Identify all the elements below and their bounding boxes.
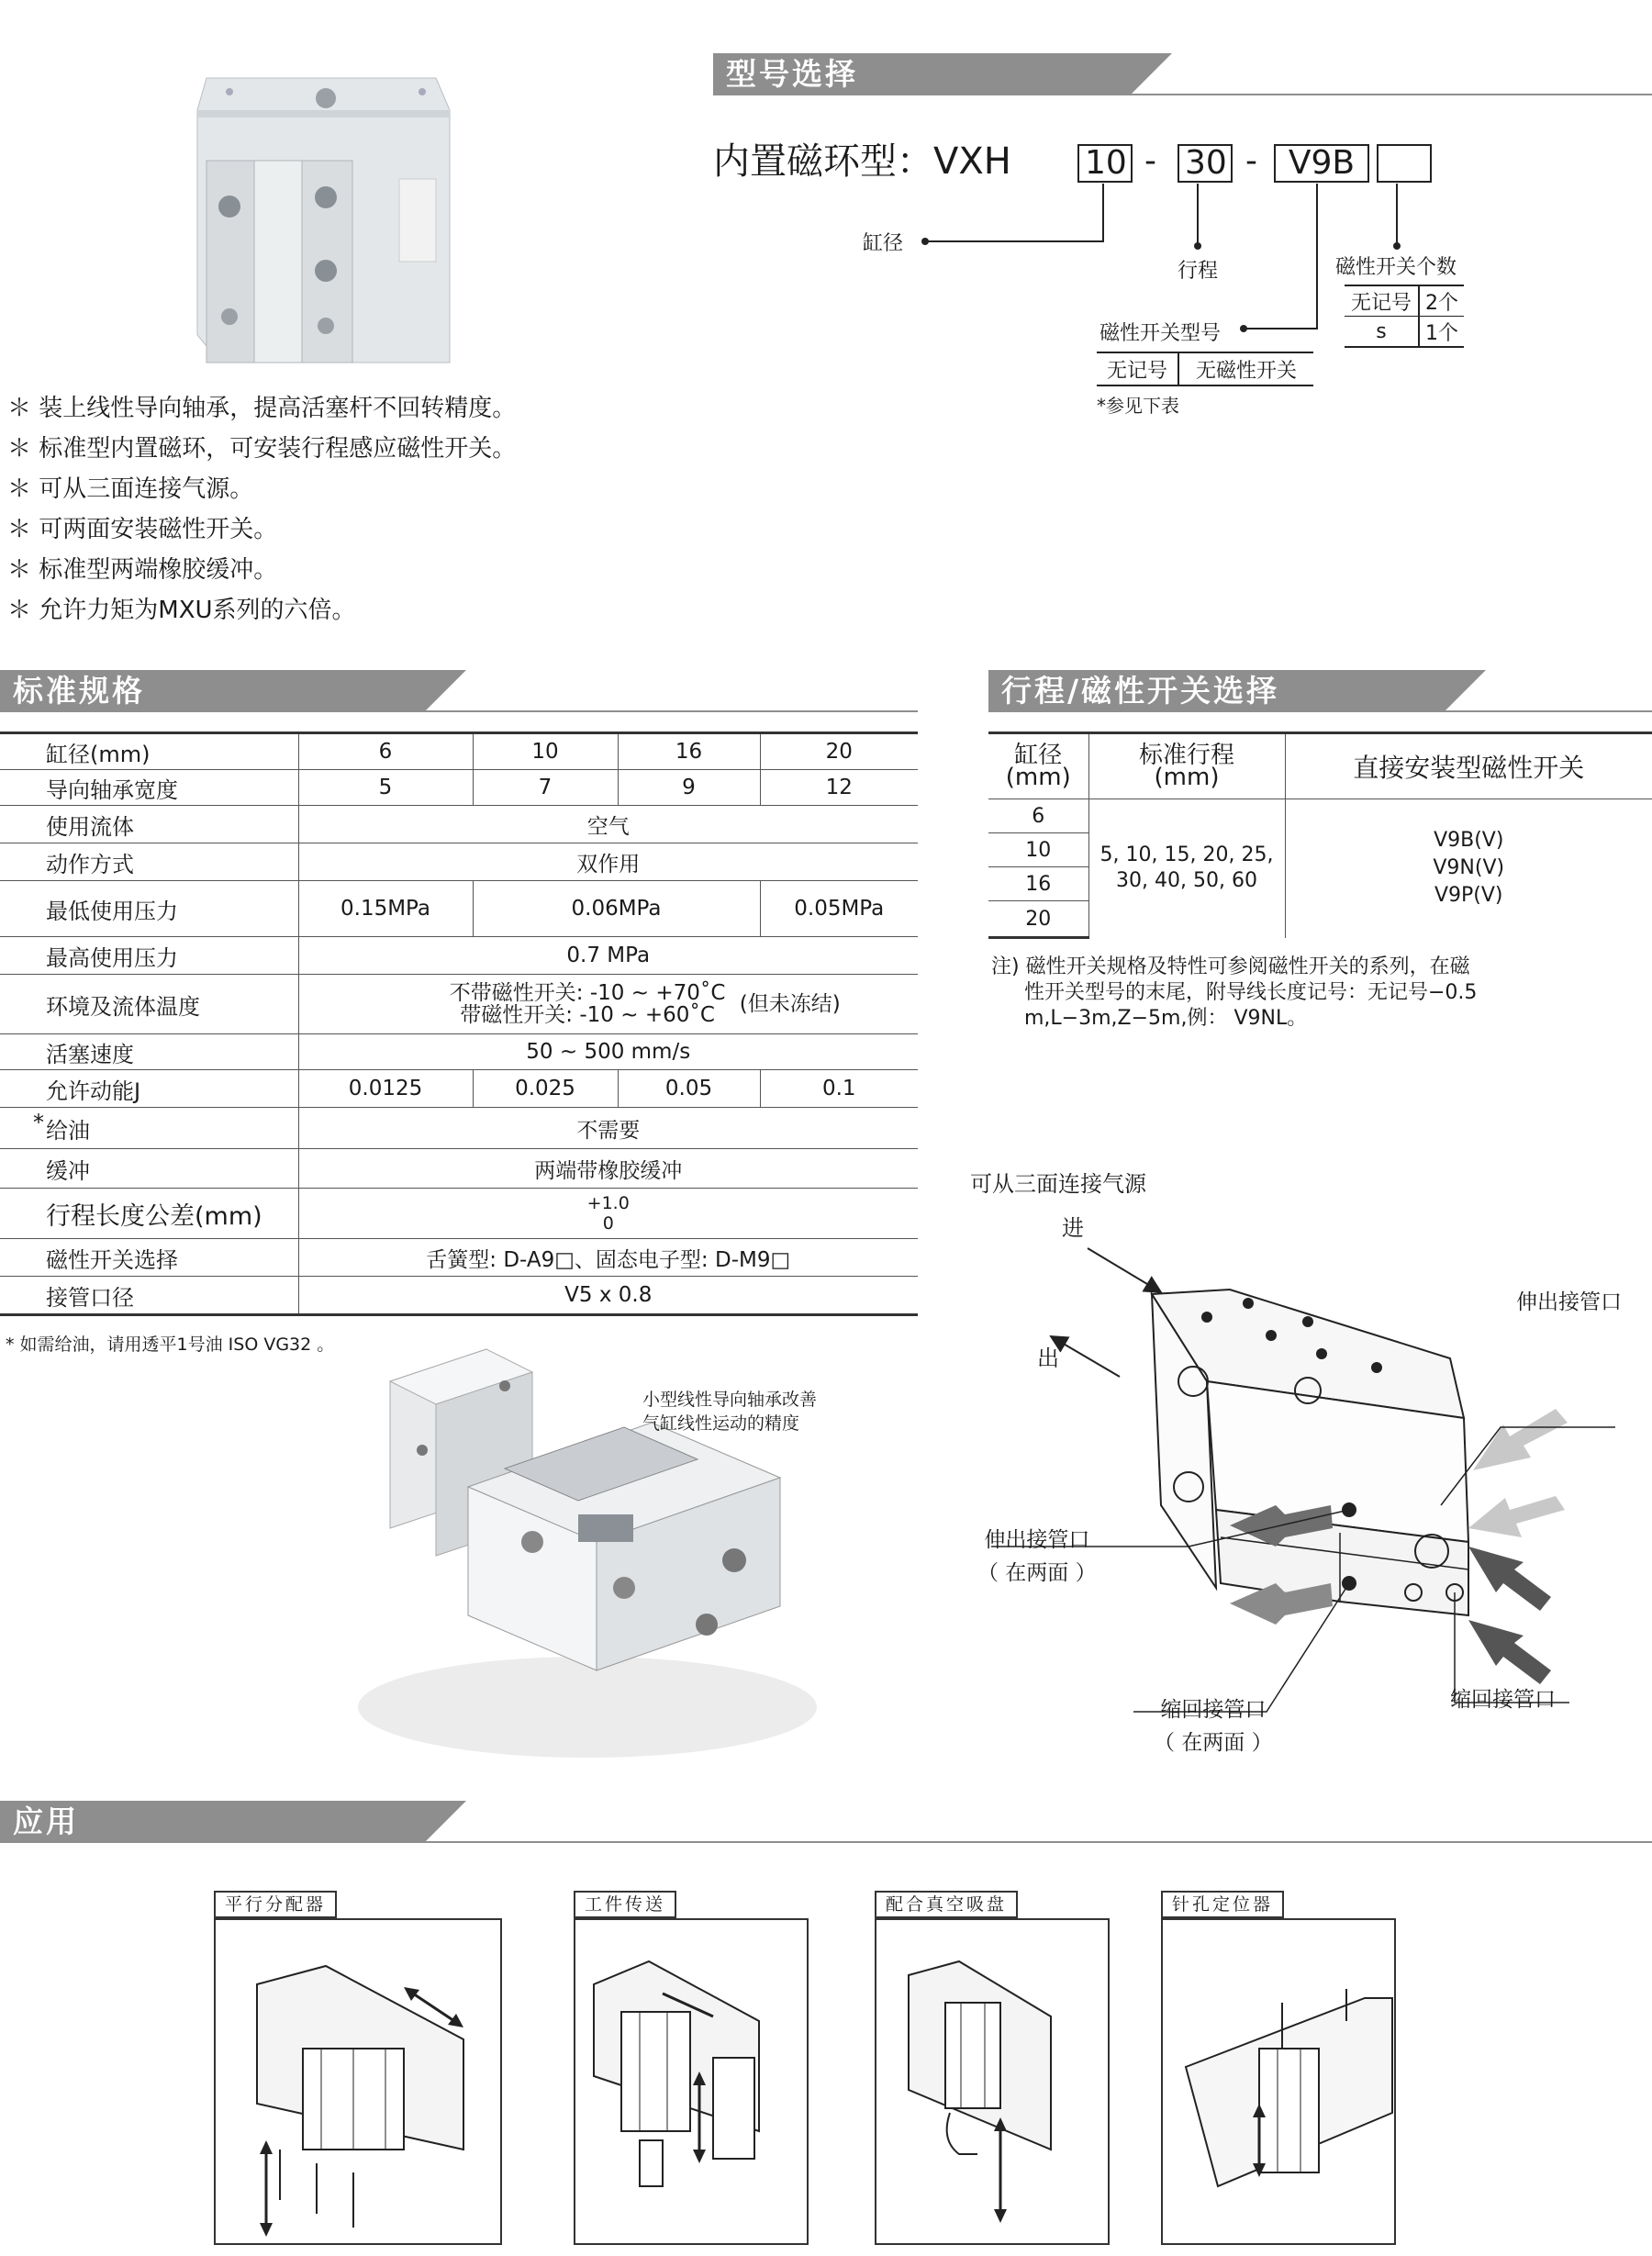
application-banner — [0, 1801, 1652, 1843]
spec-cell: 0.06MPa — [473, 881, 760, 937]
port-extend-top: 伸出接管口 — [1516, 1290, 1622, 1314]
table-row — [0, 937, 918, 975]
spec-cell: 两端带橡胶缓冲 — [298, 1149, 918, 1189]
switch-model-code: 无记号 — [1097, 352, 1178, 385]
spec-label-text: 给油 — [46, 1117, 90, 1144]
spec-label: 动作方式 — [0, 843, 298, 881]
workpiece-transfer-drawing — [575, 1920, 807, 2243]
stroke-bore: 10 — [988, 833, 1088, 867]
vacuum-cup-drawing — [876, 1920, 1108, 2243]
feature-item: ＊ 标准型内置磁环，可安装行程感应磁性开关。 — [7, 435, 517, 463]
stroke-switches: V9B(V) V9N(V) V9P(V) — [1285, 799, 1652, 938]
port-retract-left-label: 缩回接管口 — [1160, 1698, 1267, 1722]
port-retract-right: 缩回接管口 — [1450, 1688, 1556, 1712]
application-title: 应用 — [0, 1801, 424, 1843]
table-row — [0, 1108, 918, 1149]
stroke-bore: 16 — [988, 867, 1088, 901]
table-row — [0, 975, 918, 1034]
stroke-note-line: 注) 磁性开关规格及特性可参阅磁性开关的系列，在磁 — [991, 955, 1470, 978]
spec-cell: 0.05MPa — [760, 881, 918, 937]
stroke-values: 5, 10, 15, 20, 25, 30, 40, 50, 60 — [1088, 799, 1285, 938]
table-row — [0, 806, 918, 843]
spec-cell: 9 — [618, 770, 760, 806]
table-row — [988, 733, 1652, 799]
stroke-banner — [988, 670, 1652, 712]
spec-footnote: * 如需给油，请用透平1号油 ISO VG32 。 — [6, 1335, 335, 1355]
table-row — [0, 1149, 918, 1189]
table-row — [988, 799, 1652, 833]
spec-label: 导向轴承宽度 — [0, 770, 298, 806]
port-retract-left — [1154, 1693, 1273, 1759]
stroke-header: 标准行程 (mm) — [1088, 733, 1285, 799]
spec-cell: 0.05 — [618, 1070, 760, 1108]
spec-label: 活塞速度 — [0, 1034, 298, 1070]
spec-cell: 10 — [473, 733, 618, 770]
spec-cell: 0.025 — [473, 1070, 618, 1108]
spec-label: 行程长度公差(mm) — [0, 1189, 298, 1239]
spec-cell — [298, 1189, 918, 1239]
spec-cell: V5 x 0.8 — [298, 1277, 918, 1315]
temp-line: 不带磁性开关: -10 ~ +70˚C — [449, 981, 726, 1005]
spec-label: 允许动能J — [0, 1070, 298, 1108]
feature-item: ＊ 可从三面连接气源。 — [7, 475, 254, 503]
code-bore-box: 10 — [1077, 144, 1133, 183]
port-extend-left — [977, 1524, 1097, 1590]
application-tag: 工件传送 — [574, 1891, 676, 1918]
oil-mark: * — [33, 1110, 44, 1135]
table-row — [0, 1070, 918, 1108]
spec-title: 标准规格 — [0, 670, 424, 712]
spec-label: 最高使用压力 — [0, 937, 298, 975]
stroke-bore: 20 — [988, 901, 1088, 938]
label-bore: 缸径 — [863, 232, 904, 255]
application-panel — [875, 1918, 1110, 2245]
feature-item: ＊ 装上线性导向轴承，提高活塞杆不回转精度。 — [7, 395, 517, 422]
switch-model-table — [1097, 352, 1313, 386]
feature-item: ＊ 可两面安装磁性开关。 — [7, 516, 278, 543]
stroke-bore: 6 — [988, 799, 1088, 833]
table-row — [0, 733, 918, 770]
stroke-note — [991, 955, 1477, 1032]
application-tag: 针孔定位器 — [1161, 1891, 1284, 1918]
spec-label: 磁性开关选择 — [0, 1239, 298, 1277]
code-switch-box: V9B — [1274, 144, 1369, 183]
table-row — [0, 881, 918, 937]
spec-cell: 不需要 — [298, 1108, 918, 1149]
spec-label — [0, 1108, 298, 1149]
spec-label: 最低使用压力 — [0, 881, 298, 937]
spec-cell: 空气 — [298, 806, 918, 843]
spec-cell: 5 — [298, 770, 473, 806]
spec-cell: 6 — [298, 733, 473, 770]
code-dash: - — [1144, 142, 1156, 180]
spec-label: 接管口径 — [0, 1277, 298, 1315]
table-row — [0, 1239, 918, 1277]
application-panel — [214, 1918, 502, 2245]
temp-note: (但未冻结) — [739, 992, 841, 1016]
code-stroke-box: 30 — [1178, 144, 1233, 183]
spec-banner — [0, 670, 918, 712]
application-panel — [1161, 1918, 1396, 2245]
code-dash: - — [1245, 142, 1257, 180]
feature-item: ＊ 标准型两端橡胶缓冲。 — [7, 556, 278, 584]
port-out-label: 出 — [1037, 1346, 1059, 1371]
spec-label: 使用流体 — [0, 806, 298, 843]
spec-cell: 50 ~ 500 mm/s — [298, 1034, 918, 1070]
spec-table — [0, 732, 918, 1316]
stroke-header: 直接安装型磁性开关 — [1285, 733, 1652, 799]
tol-lower: 0 — [602, 1213, 614, 1234]
port-diagram-title: 可从三面连接气源 — [970, 1171, 1146, 1197]
switch-note: *参见下表 — [1097, 395, 1179, 417]
port-in-label: 进 — [1062, 1215, 1084, 1241]
port-retract-left-sub: （ 在两面 ） — [1154, 1731, 1273, 1755]
table-row — [0, 770, 918, 806]
tol-upper: +1.0 — [586, 1193, 630, 1213]
label-switch-qty: 磁性开关个数 — [1335, 256, 1457, 279]
pin-locator-drawing — [1163, 1920, 1394, 2243]
bearing-caption — [642, 1388, 817, 1435]
spec-cell: 12 — [760, 770, 918, 806]
table-row — [0, 843, 918, 881]
stroke-note-line: m,L−3m,Z−5m,例： V9NL。 — [1024, 1007, 1308, 1030]
spec-label: 环境及流体温度 — [0, 975, 298, 1034]
model-leader-lines — [0, 0, 1652, 459]
stroke-header: 缸径 (mm) — [988, 733, 1088, 799]
spec-cell: 双作用 — [298, 843, 918, 881]
switch-qty-table — [1345, 285, 1464, 348]
table-row — [0, 1034, 918, 1070]
spec-cell: 20 — [760, 733, 918, 770]
qty-code: s — [1345, 317, 1419, 348]
spec-label: 缓冲 — [0, 1149, 298, 1189]
qty-value: 1个 — [1419, 317, 1464, 348]
application-panel — [574, 1918, 809, 2245]
bearing-caption-line: 气缸线性运动的精度 — [642, 1413, 800, 1434]
port-extend-left-label: 伸出接管口 — [984, 1528, 1090, 1552]
label-switch-model: 磁性开关型号 — [1099, 322, 1222, 345]
spec-cell: 0.0125 — [298, 1070, 473, 1108]
feature-item: ＊ 允许力矩为MXU系列的六倍。 — [7, 597, 356, 624]
qty-code: 无记号 — [1345, 285, 1419, 317]
switch-model-desc: 无磁性开关 — [1178, 352, 1313, 385]
spec-cell: 舌簧型: D-A9□、固态电子型: D-M9□ — [298, 1239, 918, 1277]
model-selection-title: 型号选择 — [713, 53, 1130, 95]
application-tag: 平行分配器 — [214, 1891, 337, 1918]
spec-label: 缸径(mm) — [0, 733, 298, 770]
table-row — [0, 1189, 918, 1239]
temp-line: 带磁性开关: -10 ~ +60˚C — [460, 1003, 715, 1027]
stroke-note-line: 性开关型号的末尾，附导线长度记号：无记号−0.5 — [1024, 981, 1478, 1004]
parallel-distributor-drawing — [216, 1920, 500, 2243]
label-stroke: 行程 — [1178, 260, 1219, 283]
spec-cell: 16 — [618, 733, 760, 770]
application-tag: 配合真空吸盘 — [875, 1891, 1018, 1918]
spec-cell: 7 — [473, 770, 618, 806]
table-row — [0, 1277, 918, 1315]
spec-cell — [298, 975, 918, 1034]
stroke-table — [988, 732, 1652, 939]
spec-cell: 0.7 MPa — [298, 937, 918, 975]
stroke-title: 行程/磁性开关选择 — [988, 670, 1444, 712]
bearing-caption-line: 小型线性导向轴承改善 — [642, 1390, 818, 1410]
qty-value: 2个 — [1419, 285, 1464, 317]
model-prefix: 内置磁环型：VXH — [713, 140, 1011, 183]
port-extend-left-sub: （ 在两面 ） — [977, 1561, 1097, 1585]
spec-cell: 0.1 — [760, 1070, 918, 1108]
spec-cell: 0.15MPa — [298, 881, 473, 937]
